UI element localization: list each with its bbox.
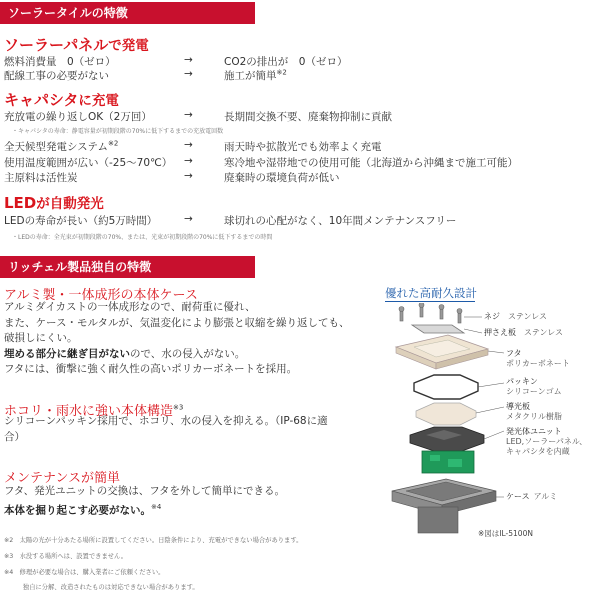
packing-part xyxy=(414,375,478,399)
body-line: 破損しにくい。 xyxy=(4,332,78,344)
part-name: 発光体ユニット xyxy=(506,427,562,436)
row-left: 燃料消費量 0（ゼロ） xyxy=(4,56,116,68)
heading-sup: ※3 xyxy=(173,403,184,412)
row-arrow: → xyxy=(184,213,193,225)
body-line xyxy=(4,347,350,363)
part-label-light-unit xyxy=(506,427,587,457)
feature-body-maintenance xyxy=(4,484,285,519)
heading-emph: ソーラーパネル xyxy=(4,36,109,54)
row-right: 長期間交換不要、廃棄物抑制に貢献 xyxy=(224,111,392,123)
part-label-packing xyxy=(506,377,562,397)
body-line xyxy=(4,500,285,519)
led-note: ・LEDの寿命：全光束が初期段階の70%、または、光束が初期段階の70%に低下するまでの時間 xyxy=(12,234,273,241)
part-label-lid xyxy=(506,349,570,369)
part-material: ステンレス xyxy=(524,328,563,337)
heading-emph: キャパシタ xyxy=(4,91,79,109)
section-banner-richell: リッチェル製品独自の特徴 xyxy=(0,256,255,278)
row-left: 配線工事の必要がない xyxy=(4,70,109,82)
row-right: 寒冷地や湿帯地での使用可能（北海道から沖縄まで施工可能） xyxy=(224,157,518,169)
row-arrow: → xyxy=(184,139,193,151)
heading-text: ホコリ・雨水に強い本体構造 xyxy=(4,404,174,419)
heading-rest: に充電 xyxy=(78,93,119,109)
row-left xyxy=(4,139,118,154)
case-part xyxy=(392,479,496,533)
part-label-case xyxy=(506,492,557,502)
heading-emph: LED xyxy=(4,194,37,212)
body-bold: 本体を掘り起こす必要がない。 xyxy=(4,504,151,516)
heading-rest: が自動発光 xyxy=(36,196,104,212)
body-line: フタ、発光ユニットの交換は、フタを外して簡単にできる。 xyxy=(4,485,285,497)
part-name: ケース xyxy=(506,492,530,501)
row-right: CO2の排出が 0（ゼロ） xyxy=(224,56,348,68)
part-material: シリコーンゴム xyxy=(506,387,562,396)
part-material-2: キャパシタを内蔵 xyxy=(506,447,570,456)
part-name: フタ xyxy=(506,349,522,358)
row-left: LEDの寿命が長い（約5万時間） xyxy=(4,215,158,227)
body-bold: 埋める部分に継ぎ目がない xyxy=(4,347,130,360)
body-line: フタには、衝撃に強く耐久性の高いポリカーボネートを採用。 xyxy=(4,363,298,375)
feature-body-aluminum xyxy=(4,300,350,378)
row-right: 雨天時や拡散光でも効率よく充電 xyxy=(224,141,382,153)
row-right-text: 施工が簡単 xyxy=(224,70,277,82)
part-material: ステンレス xyxy=(508,312,547,321)
footnote: ※4 修理が必要な場合は、購入業者にご依頼ください。 xyxy=(4,569,165,576)
part-material: アルミ xyxy=(533,492,558,501)
row-left: 主原料は活性炭 xyxy=(4,172,78,184)
section-banner-solar-tile: ソーラータイルの特徴 xyxy=(0,2,255,24)
part-material: メタクリル樹脂 xyxy=(506,412,562,421)
row-arrow: → xyxy=(184,170,193,182)
part-material: LED,ソーラーパネル、 xyxy=(506,437,588,446)
part-name: 押さえ板 xyxy=(484,328,516,337)
footnote: ※2 太陽の光が十分あたる場所に設置してください。日陰条件により、充電ができない場合があります。 xyxy=(4,537,303,544)
footnote: 独自に分解、改造されたものは対応できない場合があります。 xyxy=(4,584,199,591)
part-name: 導光板 xyxy=(506,402,530,411)
row-sup: ※2 xyxy=(276,68,287,77)
feature-heading-maintenance: メンテナンスが簡単 xyxy=(4,471,120,486)
row-arrow: → xyxy=(184,68,193,80)
diagram-title-underline xyxy=(385,301,475,302)
body-line: また、ケース・モルタルが、気温変化により膨張と収縮を繰り返しても、 xyxy=(4,316,350,329)
diagram-caption: ※図はIL-5100N xyxy=(478,529,533,538)
exploded-diagram-graphic xyxy=(378,303,600,543)
body-line: シリコーンパッキン採用で、ホコリ、水の侵入を抑える。（IP-68に適 xyxy=(4,415,328,427)
row-left: 使用温度範囲が広い（-25〜70℃） xyxy=(4,157,173,169)
feature-heading-aluminum: アルミ製・一体成形の本体ケース xyxy=(4,288,198,303)
lid-part xyxy=(396,335,488,369)
body-line: 合） xyxy=(4,430,25,443)
part-label-light-guide xyxy=(506,402,562,422)
heading-led xyxy=(4,192,104,212)
capacitor-note: ・キャパシタの寿命：静電容量が初期段階の70%に低下するまでの充放電回数 xyxy=(12,128,224,135)
part-material: ポリカーボネート xyxy=(506,359,570,368)
row-arrow: → xyxy=(184,109,193,121)
row-sup: ※2 xyxy=(107,139,119,148)
row-right: 球切れの心配がなく、10年間メンテナンスフリー xyxy=(224,215,457,227)
part-label-screw xyxy=(484,312,547,322)
row-right xyxy=(224,68,287,83)
row-right: 廃棄時の環境負荷が低い xyxy=(224,172,340,184)
exploded-diagram xyxy=(378,303,600,543)
row-left-text: 全天候型発電システム xyxy=(4,141,108,153)
body-text: ので、水の侵入がない。 xyxy=(130,347,246,360)
light-unit-part xyxy=(410,427,484,473)
light-guide-part xyxy=(416,403,476,425)
row-arrow: → xyxy=(184,54,193,66)
row-left: 充放電の繰り返しOK（2万回） xyxy=(4,111,152,123)
part-name: パッキン xyxy=(506,377,538,386)
body-line: アルミダイカストの一体成形なので、耐荷重に優れ、 xyxy=(4,301,256,313)
row-arrow: → xyxy=(184,155,193,167)
press-plate-part xyxy=(412,325,464,333)
feature-body-dustproof xyxy=(4,414,328,445)
heading-solar-panel xyxy=(4,34,149,55)
part-name: ネジ xyxy=(484,312,500,321)
screws-part xyxy=(399,303,462,323)
heading-capacitor xyxy=(4,89,119,110)
footnote: ※3 水没する場所へは、設置できません。 xyxy=(4,553,128,560)
body-sup: ※4 xyxy=(151,502,162,511)
part-label-press-plate xyxy=(484,328,563,338)
diagram-title: 優れた高耐久設計 xyxy=(385,286,477,300)
heading-rest: で発電 xyxy=(108,38,149,54)
